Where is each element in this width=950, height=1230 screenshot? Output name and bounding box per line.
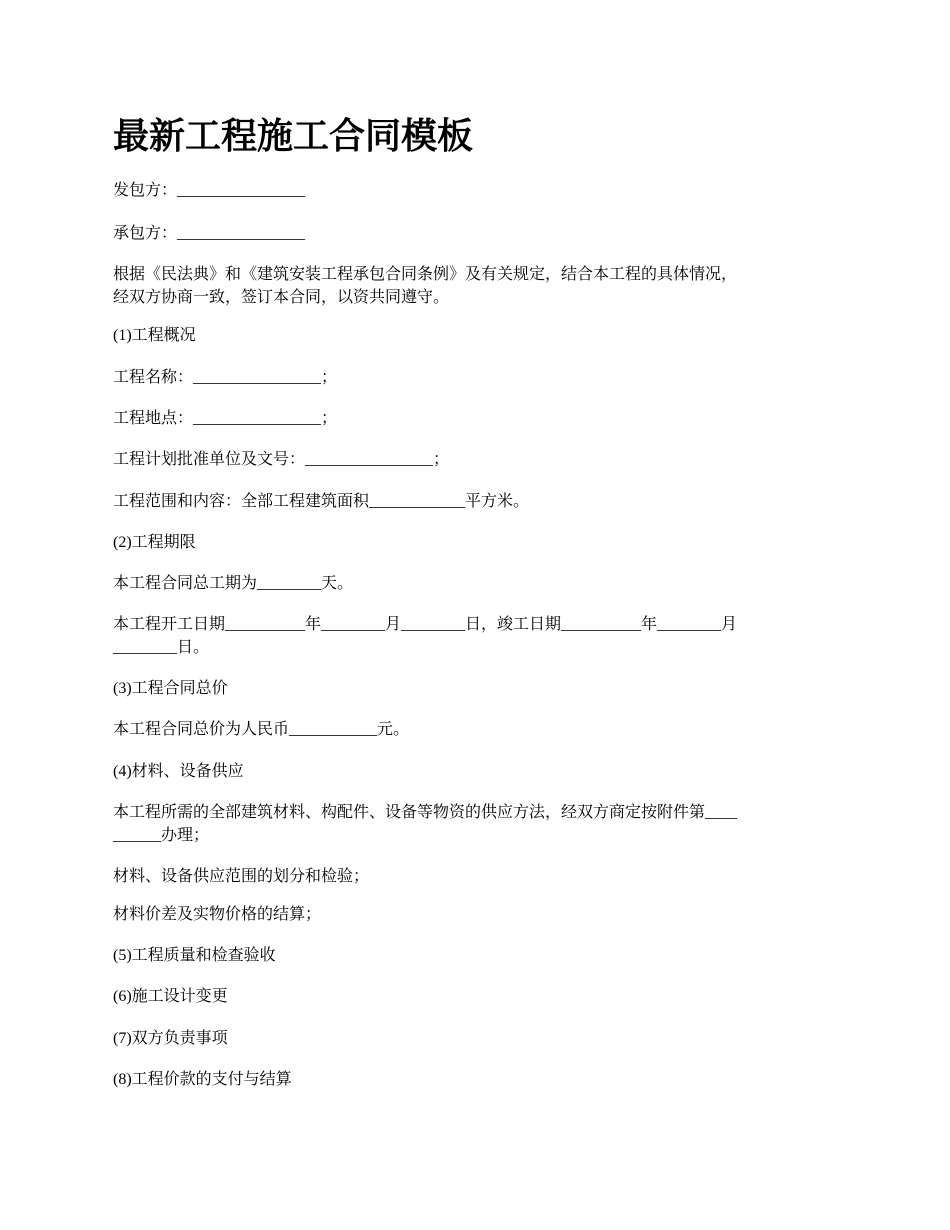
party-b-line: 承包方：________________ [113,225,306,242]
start-end-date-paragraph: 本工程开工日期__________年________月________日，竣工日期__________年________月 ________日。 [113,616,738,656]
section-heading-1: (1)工程概况 [113,327,196,344]
approval-unit-line: 工程计划批准单位及文号：________________； [113,451,450,468]
party-a-line: 发包方：________________ [113,182,306,199]
section-heading-4: (4)材料、设备供应 [113,763,244,780]
section-heading-8: (8)工程价款的支付与结算 [113,1071,292,1088]
document-title: 最新工程施工合同模板 [113,116,474,156]
project-scope-line: 工程范围和内容：全部工程建筑面积____________平方米。 [113,493,530,510]
section-heading-3: (3)工程合同总价 [113,680,228,697]
project-name-line: 工程名称：________________； [113,369,338,386]
material-supply-paragraph: 本工程所需的全部建筑材料、构配件、设备等物资的供应方法，经双方商定按附件第____ ______办理； [113,804,738,844]
total-duration-line: 本工程合同总工期为________天。 [113,575,354,592]
section-heading-6: (6)施工设计变更 [113,988,228,1005]
preamble-paragraph: 根据《民法典》和《建筑安装工程承包合同条例》及有关规定，结合本工程的具体情况， 经双方协商一致，签订本合同，以资共同遵守。 [113,266,738,306]
project-location-line: 工程地点：________________； [113,410,338,427]
section-heading-7: (7)双方负责事项 [113,1030,228,1047]
section-heading-2: (2)工程期限 [113,534,196,551]
price-difference-line: 材料价差及实物价格的结算； [113,906,322,923]
total-price-line: 本工程合同总价为人民币___________元。 [113,721,410,738]
material-scope-line: 材料、设备供应范围的划分和检验； [113,868,370,885]
section-heading-5: (5)工程质量和检查验收 [113,947,276,964]
